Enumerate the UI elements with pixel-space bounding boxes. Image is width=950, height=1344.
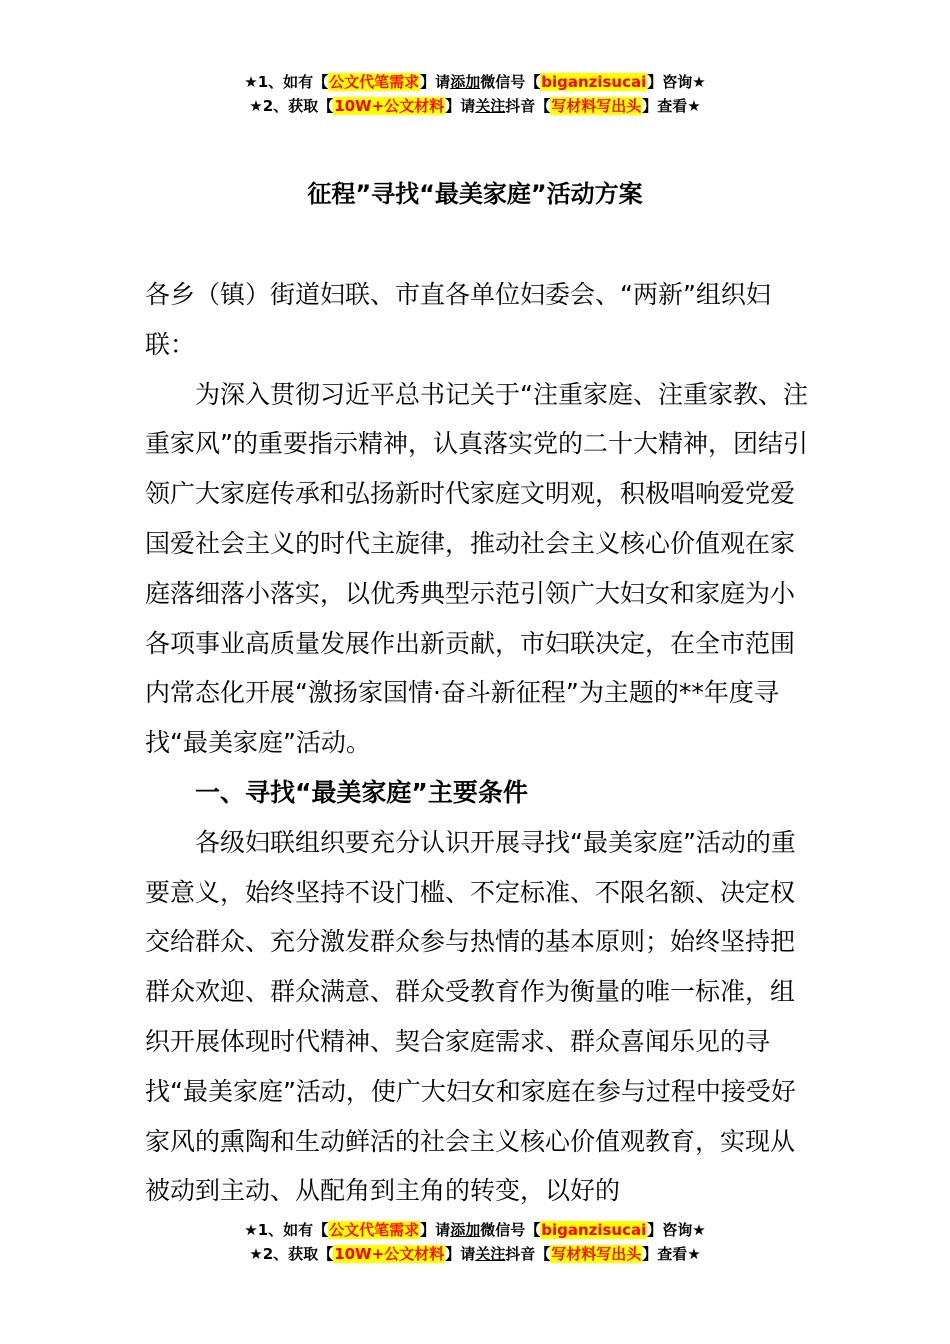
document-title: 征程”寻找“最美家庭”活动方案	[307, 180, 643, 208]
banner-text: ★2、获取【	[249, 97, 334, 115]
banner-text: 】查看★	[642, 1245, 701, 1263]
banner-text: 】咨询★	[647, 1221, 706, 1239]
banner-highlight: 10W+公文材料	[334, 1245, 445, 1263]
banner-text: ★1、如有【	[244, 1221, 329, 1239]
banner-line-2	[0, 1242, 950, 1266]
banner-emphasis: 添加	[450, 73, 481, 91]
banner-text: 抖音【	[505, 97, 551, 115]
banner-text: 抖音【	[505, 1245, 551, 1263]
banner-highlight: 公文代笔需求	[329, 1221, 420, 1239]
bottom-banner	[0, 1218, 950, 1266]
banner-line-2	[0, 94, 950, 118]
banner-emphasis: 关注	[475, 97, 506, 115]
banner-text: 微信号【	[480, 1221, 541, 1239]
banner-emphasis: 添加	[450, 1221, 481, 1239]
intro-paragraph: 为深入贯彻习近平总书记关于“注重家庭、注重家教、注重家风”的重要指示精神，认真落实党的二十大精神，团结引领广大家庭传承和弘扬新时代家庭文明观，积极唱响爱党爱国爱社会主义的时代主旋律，推动社会主义核心价值观在家庭落细落小落实，以优秀典型示范引领广大妇女和家庭为小各项事业高质量发展作出新贡献，市妇联决定，在全市范围内常态化开展“激扬家国情·奋斗新征程”为主题的**年度寻找“最美家庭”活动。	[145, 379, 808, 758]
banner-text: 】请	[420, 1221, 451, 1239]
banner-text: 】咨询★	[647, 73, 706, 91]
banner-emphasis: 关注	[475, 1245, 506, 1263]
banner-text: ★2、获取【	[249, 1245, 334, 1263]
banner-text: 】请	[445, 97, 476, 115]
document-body	[145, 270, 815, 1216]
section-paragraph: 各级妇联组织要充分认识开展寻找“最美家庭”活动的重要意义，始终坚持不设门槛、不定标准、不限名额、决定权交给群众、充分激发群众参与热情的基本原则；始终坚持把群众欢迎、群众满意、群众受教育作为衡量的唯一标准，组织开展体现时代精神、契合家庭需求、群众喜闻乐见的寻找“最美家庭”活动，使广大妇女和家庭在参与过程中接受好家风的熏陶和生动鲜活的社会主义核心价值观教育，实现从被动到主动、从配角到主角的转变，以好的	[145, 827, 796, 1206]
banner-highlight: 写材料写出头	[551, 97, 642, 115]
banner-highlight: 公文代笔需求	[329, 73, 420, 91]
banner-highlight: biganzisucai	[541, 73, 647, 91]
banner-text: 】查看★	[642, 97, 701, 115]
banner-text: ★1、如有【	[244, 73, 329, 91]
banner-highlight: biganzisucai	[541, 1221, 647, 1239]
banner-text: 微信号【	[480, 73, 541, 91]
banner-text: 】请	[420, 73, 451, 91]
banner-highlight: 写材料写出头	[551, 1245, 642, 1263]
banner-line-1	[0, 70, 950, 94]
section-heading: 一、寻找“最美家庭”主要条件	[195, 777, 528, 807]
banner-highlight: 10W+公文材料	[334, 97, 445, 115]
salutation: 各乡（镇）街道妇联、市直各单位妇委会、“两新”组织妇联：	[145, 280, 771, 359]
top-banner	[0, 70, 950, 118]
banner-text: 】请	[445, 1245, 476, 1263]
banner-line-1	[0, 1218, 950, 1242]
